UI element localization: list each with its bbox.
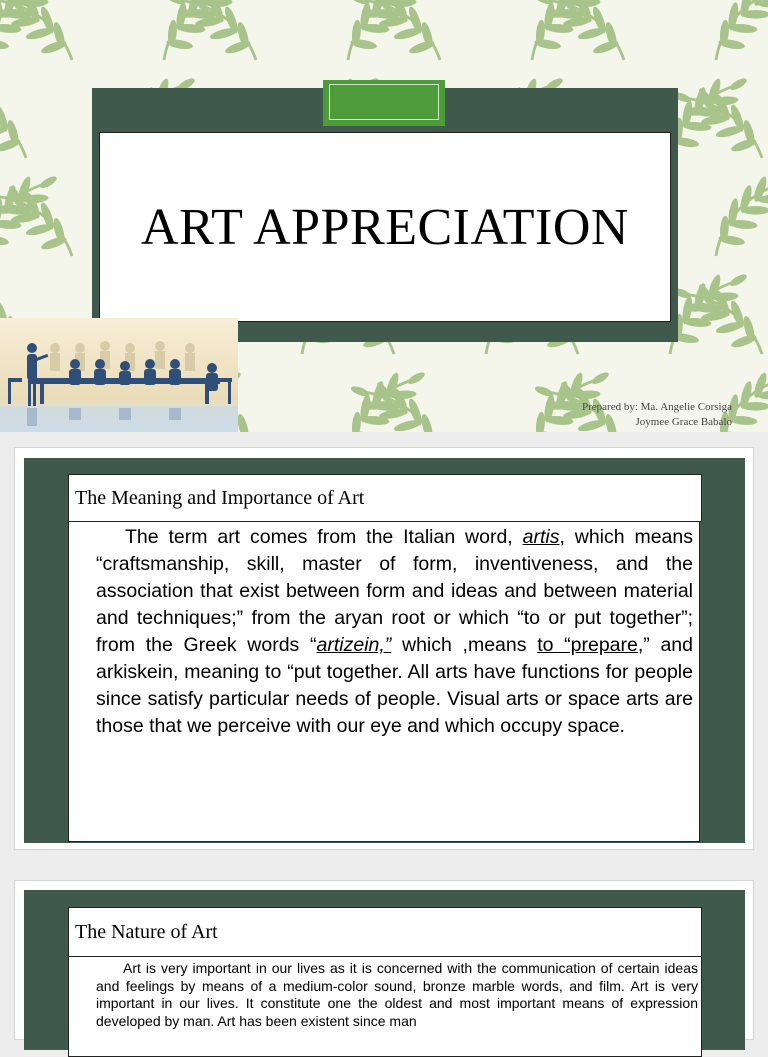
meaning-paragraph-segment: , which means “craftsmanship, skill, master of form, inventiveness, and the association that exist between form and ideas and between material and techniques;” from the aryan root or which “to or put together”; from the Greek words “ <box>96 526 693 656</box>
meaning-paragraph <box>96 524 693 740</box>
meaning-slide <box>14 447 754 850</box>
meaning-heading-box <box>68 474 702 522</box>
leaf-icon <box>693 0 768 63</box>
meaning-paragraph-segment: which ,means <box>391 634 538 656</box>
title-box <box>99 132 671 322</box>
meaning-paragraph-segment: to “prepare <box>537 634 638 656</box>
meaning-paragraph-segment: artizein,” <box>316 634 392 656</box>
meeting-silhouette-image <box>0 318 238 432</box>
leaf-icon <box>0 79 40 161</box>
prepared-by-line2: Joymee Grace Babalo <box>635 416 732 428</box>
meaning-body-box <box>68 522 700 842</box>
nature-heading-box <box>68 907 702 957</box>
meaning-heading: The Meaning and Importance of Art <box>75 486 365 509</box>
title-tab-border <box>329 84 439 120</box>
nature-heading: The Nature of Art <box>75 920 218 943</box>
prepared-by-line1: Prepared by: Ma. Angelie Corsiga <box>582 401 732 413</box>
meaning-paragraph-segment: The term art comes from the Italian word, <box>125 526 523 548</box>
leaf-icon <box>693 163 768 259</box>
meaning-paragraph-segment: artis <box>522 526 560 548</box>
nature-body-box <box>68 957 702 1057</box>
nature-paragraph: Art is very important in our lives as it is concerned with the communication of certain ideas and feelings by means of a medium-color sound, bronze marble words, and film. Art is very important in our lives. It constitute one the oldest and most important means of expression developed by man. Art has been existent since man <box>96 960 698 1029</box>
slide-title: ART APPRECIATION <box>141 198 629 256</box>
meaning-paragraph-segment: ,” and arkiskein, meaning to “put together. All arts have functions for people since satisfy particular needs of people. Visual arts or space arts are those that we perceive with our eye and which occupy space. <box>96 634 694 737</box>
leaf-icon <box>0 177 86 259</box>
prepared-by <box>582 400 732 430</box>
nature-slide <box>14 880 754 1040</box>
title-slide <box>0 0 768 432</box>
